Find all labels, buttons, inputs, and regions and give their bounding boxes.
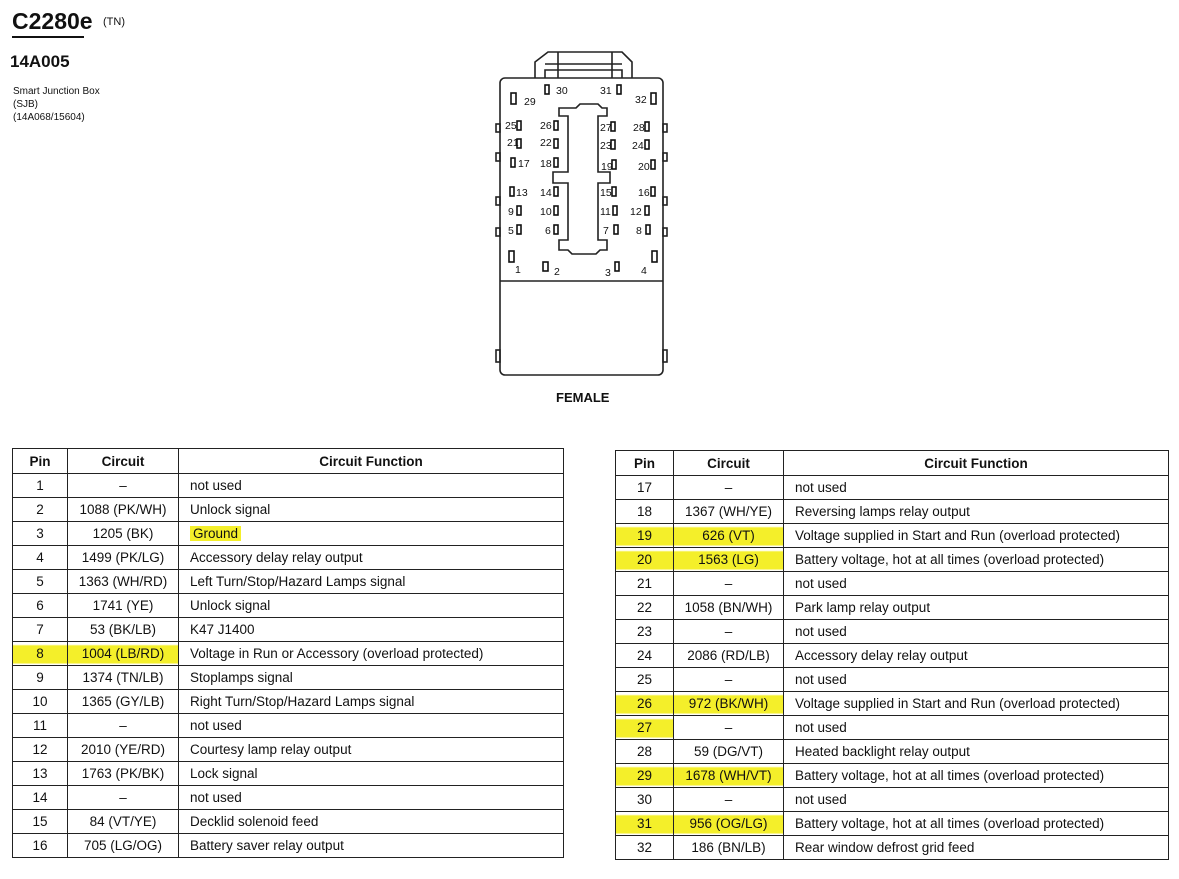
pin-cell: 23: [616, 620, 674, 644]
table-row: [13, 810, 564, 834]
circuit-cell: 1499 (PK/LG): [68, 546, 179, 570]
circuit-cell: –: [674, 716, 784, 740]
function-cell: [784, 476, 1169, 500]
function-cell: [179, 834, 564, 858]
description-line: (14A068/15604): [13, 112, 85, 123]
function-text: Decklid solenoid feed: [190, 814, 319, 829]
circuit-cell: 1363 (WH/RD): [68, 570, 179, 594]
circuit-cell: 2086 (RD/LB): [674, 644, 784, 668]
table-row: [13, 786, 564, 810]
pin-cavity: [651, 93, 656, 104]
function-cell: [179, 522, 564, 546]
pin-number-label: 21: [507, 137, 519, 149]
pin-number-label: 9: [508, 206, 514, 218]
table-row: [616, 596, 1169, 620]
function-text: Ground: [190, 526, 241, 541]
pin-cell: 31: [616, 812, 674, 836]
pin-number-label: 18: [540, 158, 552, 170]
function-cell: [784, 524, 1169, 548]
table-row: [616, 740, 1169, 764]
function-cell: [784, 740, 1169, 764]
pin-cavity: [613, 206, 617, 215]
pin-number-label: 17: [518, 158, 530, 170]
circuit-cell: 1058 (BN/WH): [674, 596, 784, 620]
pin-number-label: 24: [632, 140, 644, 152]
function-cell: [179, 546, 564, 570]
table-row: [13, 834, 564, 858]
pin-number-label: 13: [516, 187, 528, 199]
pin-cavity: [543, 262, 548, 271]
pin-cell: 26: [616, 692, 674, 716]
function-cell: [784, 836, 1169, 860]
pin-number-label: 25: [505, 120, 517, 132]
table-row: [13, 618, 564, 642]
function-cell: [784, 500, 1169, 524]
pin-cell: 1: [13, 474, 68, 498]
pinout-table-right: [615, 450, 1169, 860]
pin-cavity: [517, 206, 521, 215]
pin-cell: 6: [13, 594, 68, 618]
function-text: not used: [795, 720, 847, 735]
part-number: 14A005: [10, 52, 70, 71]
function-cell: [784, 812, 1169, 836]
function-cell: [179, 690, 564, 714]
function-text: Voltage supplied in Start and Run (overload protected): [795, 696, 1120, 711]
pin-number-label: 22: [540, 137, 552, 149]
circuit-cell: 1763 (PK/BK): [68, 762, 179, 786]
table-row: [13, 666, 564, 690]
pin-number-label: 27: [600, 122, 612, 134]
pin-cell: 7: [13, 618, 68, 642]
function-cell: [179, 810, 564, 834]
pin-cell: 27: [616, 716, 674, 740]
pin-cell: 10: [13, 690, 68, 714]
pin-cell: 12: [13, 738, 68, 762]
function-text: Unlock signal: [190, 598, 271, 613]
pin-cavity: [510, 187, 514, 196]
function-cell: [784, 764, 1169, 788]
circuit-cell: 1004 (LB/RD): [68, 642, 179, 666]
pin-number-label: 16: [638, 187, 650, 199]
circuit-cell: –: [674, 788, 784, 812]
circuit-cell: 1374 (TN/LB): [68, 666, 179, 690]
pin-cavity: [517, 121, 521, 130]
table-row: [13, 738, 564, 762]
function-cell: [179, 786, 564, 810]
column-header: Circuit: [68, 449, 179, 474]
table-row: [616, 668, 1169, 692]
pin-cavity: [554, 225, 558, 234]
pin-cavity: [517, 225, 521, 234]
pin-cavity: [651, 160, 655, 169]
pin-cell: 24: [616, 644, 674, 668]
function-text: Left Turn/Stop/Hazard Lamps signal: [190, 574, 406, 589]
circuit-cell: –: [68, 474, 179, 498]
pin-cell: 8: [13, 642, 68, 666]
circuit-cell: 626 (VT): [674, 524, 784, 548]
pin-cavity: [511, 158, 515, 167]
pin-number-label: 8: [636, 225, 642, 237]
pin-number-label: 19: [601, 161, 613, 173]
pin-number-label: 28: [633, 122, 645, 134]
circuit-cell: 1367 (WH/YE): [674, 500, 784, 524]
circuit-cell: –: [674, 476, 784, 500]
function-text: Park lamp relay output: [795, 600, 931, 615]
pin-cavity: [614, 225, 618, 234]
table-row: [616, 644, 1169, 668]
pin-cavity: [645, 122, 649, 131]
function-text: Unlock signal: [190, 502, 271, 517]
table-row: [616, 812, 1169, 836]
function-text: not used: [190, 718, 242, 733]
table-row: [13, 714, 564, 738]
function-text: Rear window defrost grid feed: [795, 840, 975, 855]
pin-cavity: [509, 251, 514, 262]
table-header-row: [13, 449, 564, 474]
circuit-cell: 84 (VT/YE): [68, 810, 179, 834]
circuit-cell: 1205 (BK): [68, 522, 179, 546]
pin-number-label: 20: [638, 161, 650, 173]
pin-number-label: 2: [554, 266, 560, 278]
pin-number-label: 23: [600, 140, 612, 152]
pin-number-label: 30: [556, 85, 568, 97]
circuit-cell: 1563 (LG): [674, 548, 784, 572]
pin-number-label: 7: [603, 225, 609, 237]
pin-cell: 17: [616, 476, 674, 500]
function-text: Lock signal: [190, 766, 258, 781]
table-row: [616, 548, 1169, 572]
function-text: not used: [795, 624, 847, 639]
function-cell: [784, 596, 1169, 620]
function-cell: [179, 738, 564, 762]
pin-cavity: [615, 262, 619, 271]
function-text: K47 J1400: [190, 622, 255, 637]
function-text: Accessory delay relay output: [190, 550, 363, 565]
connector-diagram: [0, 0, 1179, 420]
circuit-cell: –: [674, 620, 784, 644]
circuit-cell: –: [68, 714, 179, 738]
function-cell: [784, 620, 1169, 644]
function-text: not used: [190, 790, 242, 805]
pin-cell: 9: [13, 666, 68, 690]
pin-cavity: [646, 225, 650, 234]
table-row: [13, 522, 564, 546]
column-header: Circuit Function: [784, 451, 1169, 476]
table-row: [616, 500, 1169, 524]
pin-cavity: [554, 121, 558, 130]
pin-cell: 25: [616, 668, 674, 692]
circuit-cell: 59 (DG/VT): [674, 740, 784, 764]
column-header: Pin: [13, 449, 68, 474]
pin-number-label: 12: [630, 206, 642, 218]
pin-cavity: [645, 206, 649, 215]
function-text: Battery saver relay output: [190, 838, 344, 853]
table-row: [616, 716, 1169, 740]
pin-cell: 15: [13, 810, 68, 834]
pin-cell: 4: [13, 546, 68, 570]
pin-cell: 3: [13, 522, 68, 546]
circuit-cell: 186 (BN/LB): [674, 836, 784, 860]
function-cell: [784, 716, 1169, 740]
circuit-cell: 956 (OG/LG): [674, 812, 784, 836]
circuit-cell: 1088 (PK/WH): [68, 498, 179, 522]
table-row: [13, 498, 564, 522]
table-row: [13, 594, 564, 618]
table-row: [616, 788, 1169, 812]
function-text: Heated backlight relay output: [795, 744, 970, 759]
function-cell: [784, 548, 1169, 572]
table-row: [13, 762, 564, 786]
pin-cell: 14: [13, 786, 68, 810]
function-text: not used: [795, 672, 847, 687]
function-text: not used: [795, 576, 847, 591]
pin-cavity: [554, 206, 558, 215]
pin-cavity: [554, 139, 558, 148]
pin-cell: 28: [616, 740, 674, 764]
pin-cavity: [651, 187, 655, 196]
pin-cell: 29: [616, 764, 674, 788]
pin-cavity: [645, 140, 649, 149]
table-row: [616, 524, 1169, 548]
circuit-cell: 1365 (GY/LB): [68, 690, 179, 714]
function-text: Stoplamps signal: [190, 670, 293, 685]
column-header: Pin: [616, 451, 674, 476]
function-cell: [179, 570, 564, 594]
pin-cavity: [545, 85, 549, 94]
pin-cell: 11: [13, 714, 68, 738]
pin-number-label: 1: [515, 264, 521, 276]
function-text: Courtesy lamp relay output: [190, 742, 352, 757]
connector-id: C2280e: [12, 8, 84, 38]
pin-number-label: 31: [600, 85, 612, 97]
description-line: (SJB): [13, 99, 38, 110]
function-text: Voltage in Run or Accessory (overload protected): [190, 646, 484, 661]
pin-cavity: [612, 187, 616, 196]
pin-number-label: 32: [635, 94, 647, 106]
pin-number-label: 10: [540, 206, 552, 218]
table-row: [13, 474, 564, 498]
pin-cell: 30: [616, 788, 674, 812]
function-cell: [179, 618, 564, 642]
table-row: [13, 546, 564, 570]
pin-cell: 22: [616, 596, 674, 620]
function-cell: [784, 572, 1169, 596]
function-cell: [179, 474, 564, 498]
circuit-cell: 2010 (YE/RD): [68, 738, 179, 762]
function-text: Battery voltage, hot at all times (overload protected): [795, 768, 1105, 783]
pin-cavity: [511, 93, 516, 104]
table-row: [13, 642, 564, 666]
pin-number-label: 6: [545, 225, 551, 237]
pin-cell: 13: [13, 762, 68, 786]
function-cell: [784, 668, 1169, 692]
pin-cavity: [554, 187, 558, 196]
function-text: Accessory delay relay output: [795, 648, 968, 663]
pin-cell: 16: [13, 834, 68, 858]
table-row: [13, 570, 564, 594]
pin-cavity: [617, 85, 621, 94]
column-header: Circuit: [674, 451, 784, 476]
pin-number-label: 15: [600, 187, 612, 199]
connector-tag: (TN): [103, 16, 125, 28]
function-text: Right Turn/Stop/Hazard Lamps signal: [190, 694, 415, 709]
function-cell: [179, 498, 564, 522]
function-text: not used: [190, 478, 242, 493]
circuit-cell: –: [68, 786, 179, 810]
function-cell: [179, 642, 564, 666]
pin-cell: 5: [13, 570, 68, 594]
circuit-cell: –: [674, 572, 784, 596]
pin-number-label: 29: [524, 96, 536, 108]
pin-cell: 20: [616, 548, 674, 572]
function-text: Reversing lamps relay output: [795, 504, 970, 519]
table-row: [616, 476, 1169, 500]
function-text: Battery voltage, hot at all times (overload protected): [795, 552, 1105, 567]
circuit-cell: 705 (LG/OG): [68, 834, 179, 858]
view-label: FEMALE: [556, 390, 610, 405]
pin-cavity: [554, 158, 558, 167]
circuit-cell: 53 (BK/LB): [68, 618, 179, 642]
pin-number-label: 14: [540, 187, 552, 199]
table-row: [616, 692, 1169, 716]
pin-cell: 2: [13, 498, 68, 522]
pin-number-label: 26: [540, 120, 552, 132]
table-row: [616, 572, 1169, 596]
circuit-cell: –: [674, 668, 784, 692]
function-cell: [179, 666, 564, 690]
pin-cell: 18: [616, 500, 674, 524]
pin-cell: 32: [616, 836, 674, 860]
function-text: Voltage supplied in Start and Run (overload protected): [795, 528, 1120, 543]
function-cell: [179, 714, 564, 738]
table-row: [13, 690, 564, 714]
pin-number-label: 11: [600, 206, 611, 218]
circuit-cell: 972 (BK/WH): [674, 692, 784, 716]
table-row: [616, 620, 1169, 644]
function-text: Battery voltage, hot at all times (overload protected): [795, 816, 1105, 831]
function-cell: [179, 762, 564, 786]
description-line: Smart Junction Box: [13, 86, 100, 97]
function-text: not used: [795, 792, 847, 807]
table-header-row: [616, 451, 1169, 476]
pin-cavity: [652, 251, 657, 262]
column-header: Circuit Function: [179, 449, 564, 474]
pin-cell: 21: [616, 572, 674, 596]
table-row: [616, 764, 1169, 788]
table-row: [616, 836, 1169, 860]
pin-number-label: 3: [605, 267, 611, 279]
function-cell: [784, 692, 1169, 716]
pin-number-label: 5: [508, 225, 514, 237]
pin-cell: 19: [616, 524, 674, 548]
function-cell: [784, 788, 1169, 812]
function-text: not used: [795, 480, 847, 495]
function-cell: [784, 644, 1169, 668]
pin-number-label: 4: [641, 265, 647, 277]
circuit-cell: 1741 (YE): [68, 594, 179, 618]
function-cell: [179, 594, 564, 618]
circuit-cell: 1678 (WH/VT): [674, 764, 784, 788]
pinout-table-left: [12, 448, 564, 858]
